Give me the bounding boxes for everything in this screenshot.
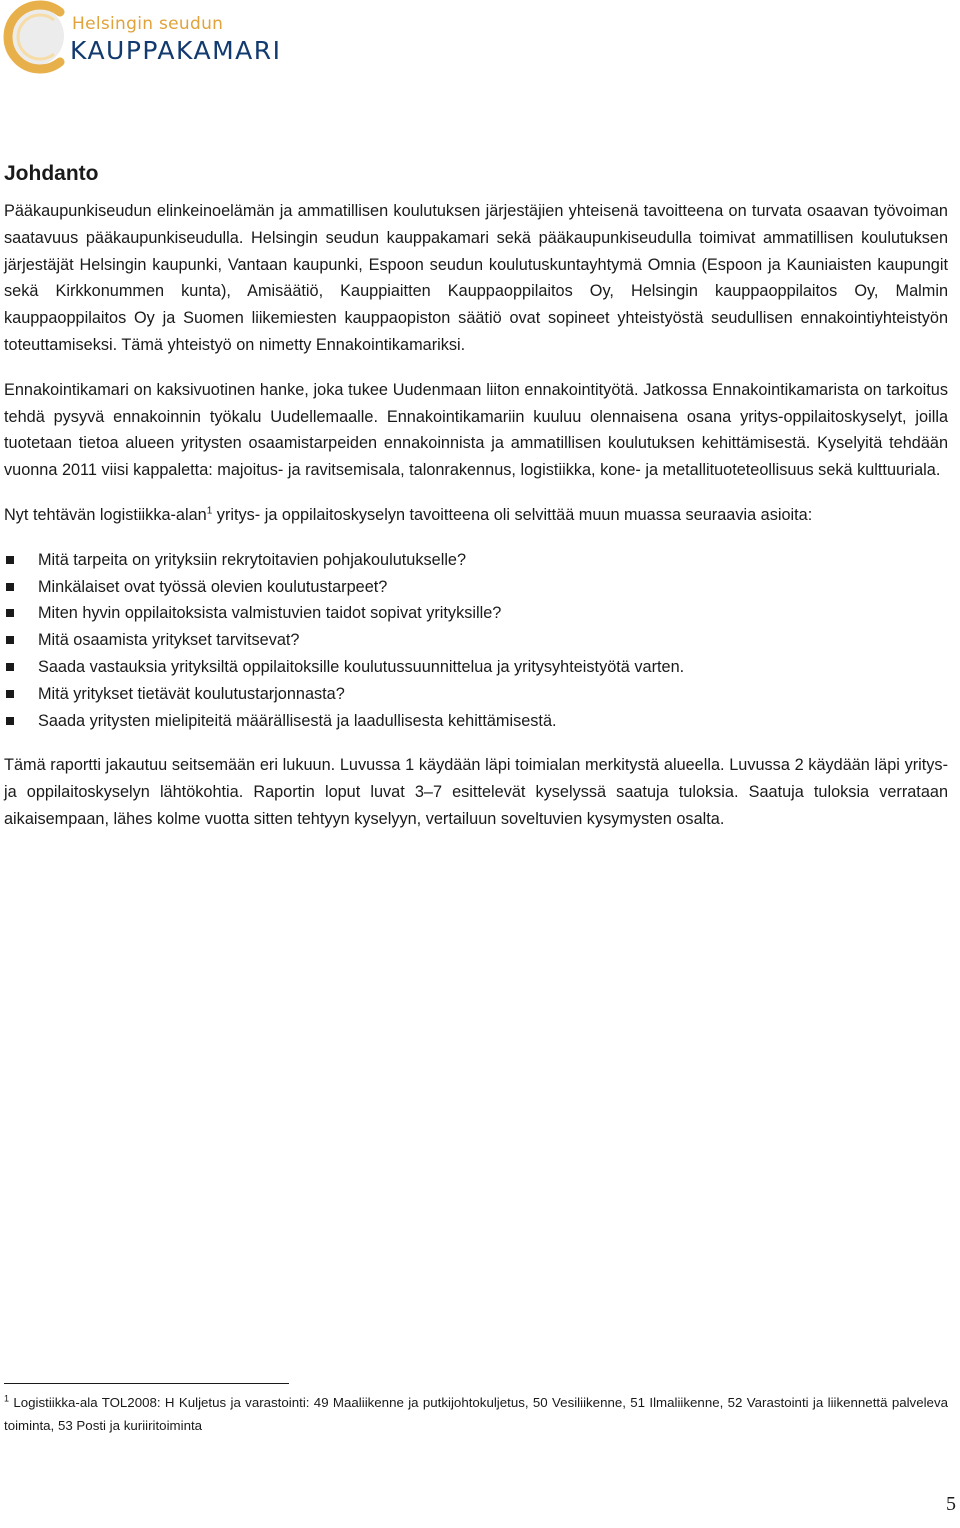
logo-swoosh-icon xyxy=(0,0,80,80)
list-item xyxy=(4,708,948,735)
objectives-list xyxy=(4,547,948,735)
list-item xyxy=(4,574,948,601)
square-bullet-icon xyxy=(6,690,14,698)
objectives-text-end: yritys- ja oppilaitoskyselyn tavoitteena oli selvittää muun muassa seuraavia asioita: xyxy=(212,505,813,524)
footnote-text: Logistiikka-ala TOL2008: H Kuljetus ja varastointi: 49 Maaliikenne ja putkijohtokuljetus, 50 Vesiliikenne, 51 Ilmaliikenne, 52 Varastointi ja liikennettä palveleva toiminta, 53 Posti ja kuriiritoiminta xyxy=(4,1395,948,1433)
square-bullet-icon xyxy=(6,556,14,564)
square-bullet-icon xyxy=(6,663,14,671)
footnote-marker: 1 xyxy=(4,1393,10,1404)
square-bullet-icon xyxy=(6,717,14,725)
document-body xyxy=(4,158,948,851)
footnote xyxy=(4,1391,948,1437)
kauppakamari-logo xyxy=(0,0,290,80)
list-item-text: Minkälaiset ovat työssä olevien koulutustarpeet? xyxy=(38,577,388,596)
objectives-text-start: Nyt tehtävän logistiikka-alan xyxy=(4,505,207,524)
page-number: 5 xyxy=(946,1493,956,1515)
logo-line1: Helsingin seudun xyxy=(72,14,224,34)
paragraph-project: Ennakointikamari on kaksivuotinen hanke, joka tukee Uudenmaan liiton ennakointityötä. Jatkossa Ennakointikamarista on tarkoitus tehdä pysyvä ennakoinnin työkalu Uudellemaalle. Ennakointikamariin kuuluu olennaisena osana yritys-oppilaitoskyselyt, joilla tuotetaan tietoa alueen yritysten osaamistarpeiden ennakoinnista ja ammatillisen koulutuksen kehittämisestä. Kyselyitä tehdään vuonna 2011 viisi kappaletta: majoitus- ja ravitsemisala, talonrakennus, logistiikka, kone- ja metallituoteteollisuus sekä kulttuuriala. xyxy=(4,380,948,480)
square-bullet-icon xyxy=(6,583,14,591)
logo-line2: KAUPPAKAMARI xyxy=(70,36,282,65)
list-item xyxy=(4,654,948,681)
list-item-text: Saada vastauksia yrityksiltä oppilaitoksille koulutussuunnittelua ja yritysyhteistyötä varten. xyxy=(38,657,685,676)
square-bullet-icon xyxy=(6,636,14,644)
footnote-separator xyxy=(4,1383,289,1384)
list-item xyxy=(4,681,948,708)
list-item-text: Saada yritysten mielipiteitä määrällisestä ja laadullisesta kehittämisestä. xyxy=(38,711,557,730)
square-bullet-icon xyxy=(6,609,14,617)
list-item xyxy=(4,547,948,574)
list-item-text: Mitä osaamista yritykset tarvitsevat? xyxy=(38,631,300,650)
paragraph-objectives xyxy=(4,502,948,529)
section-heading: Johdanto xyxy=(4,162,99,185)
list-item xyxy=(4,627,948,654)
paragraph-intro: Pääkaupunkiseudun elinkeinoelämän ja ammatillisen koulutuksen järjestäjien yhteisenä tavoitteena on turvata osaavan työvoiman saatavuus pääkaupunkiseudulla. Helsingin seudun kauppakamari sekä pääkaupunkiseudulla toimivat ammatillisen koulutuksen järjestäjät Helsingin kaupunki, Vantaan kaupunki, Espoon seudun koulutuskuntayhtymä Omnia (Espoon ja Kauniaisten kaupungit sekä Kirkkonummen kunta), Amisäätiö, Kauppiaitten Kauppaoppilaitos Oy, Helsingin kauppaoppilaitos Oy, Malmin kauppaoppilaitos Oy ja Suomen liikemiesten kauppaopiston säätiö ovat sopineet yhteistyöstä seudullisen ennakointiyhteistyön toteuttamiseksi. Tämä yhteistyö on nimetty Ennakointikamariksi. xyxy=(4,202,948,354)
list-item-text: Mitä yritykset tietävät koulutustarjonnasta? xyxy=(38,684,345,703)
list-item-text: Mitä tarpeita on yrityksiin rekrytoitavien pohjakoulutukselle? xyxy=(38,550,467,569)
list-item xyxy=(4,600,948,627)
paragraph-report-structure: Tämä raportti jakautuu seitsemään eri lukuun. Luvussa 1 käydään läpi toimialan merkitystä alueella. Luvussa 2 käydään läpi yritys- ja oppilaitoskyselyn lähtökohtia. Raportin loput luvat 3–7 esittelevät kyselyssä saatuja tuloksia. Saatuja tuloksia verrataan aikaisempaan, lähes kolme vuotta sitten tehtyyn kyselyyn, vertailuun soveltuvien kysymysten osalta. xyxy=(4,756,948,828)
list-item-text: Miten hyvin oppilaitoksista valmistuvien taidot sopivat yrityksille? xyxy=(38,604,502,623)
footnote-reference[interactable]: 1 xyxy=(206,505,213,517)
